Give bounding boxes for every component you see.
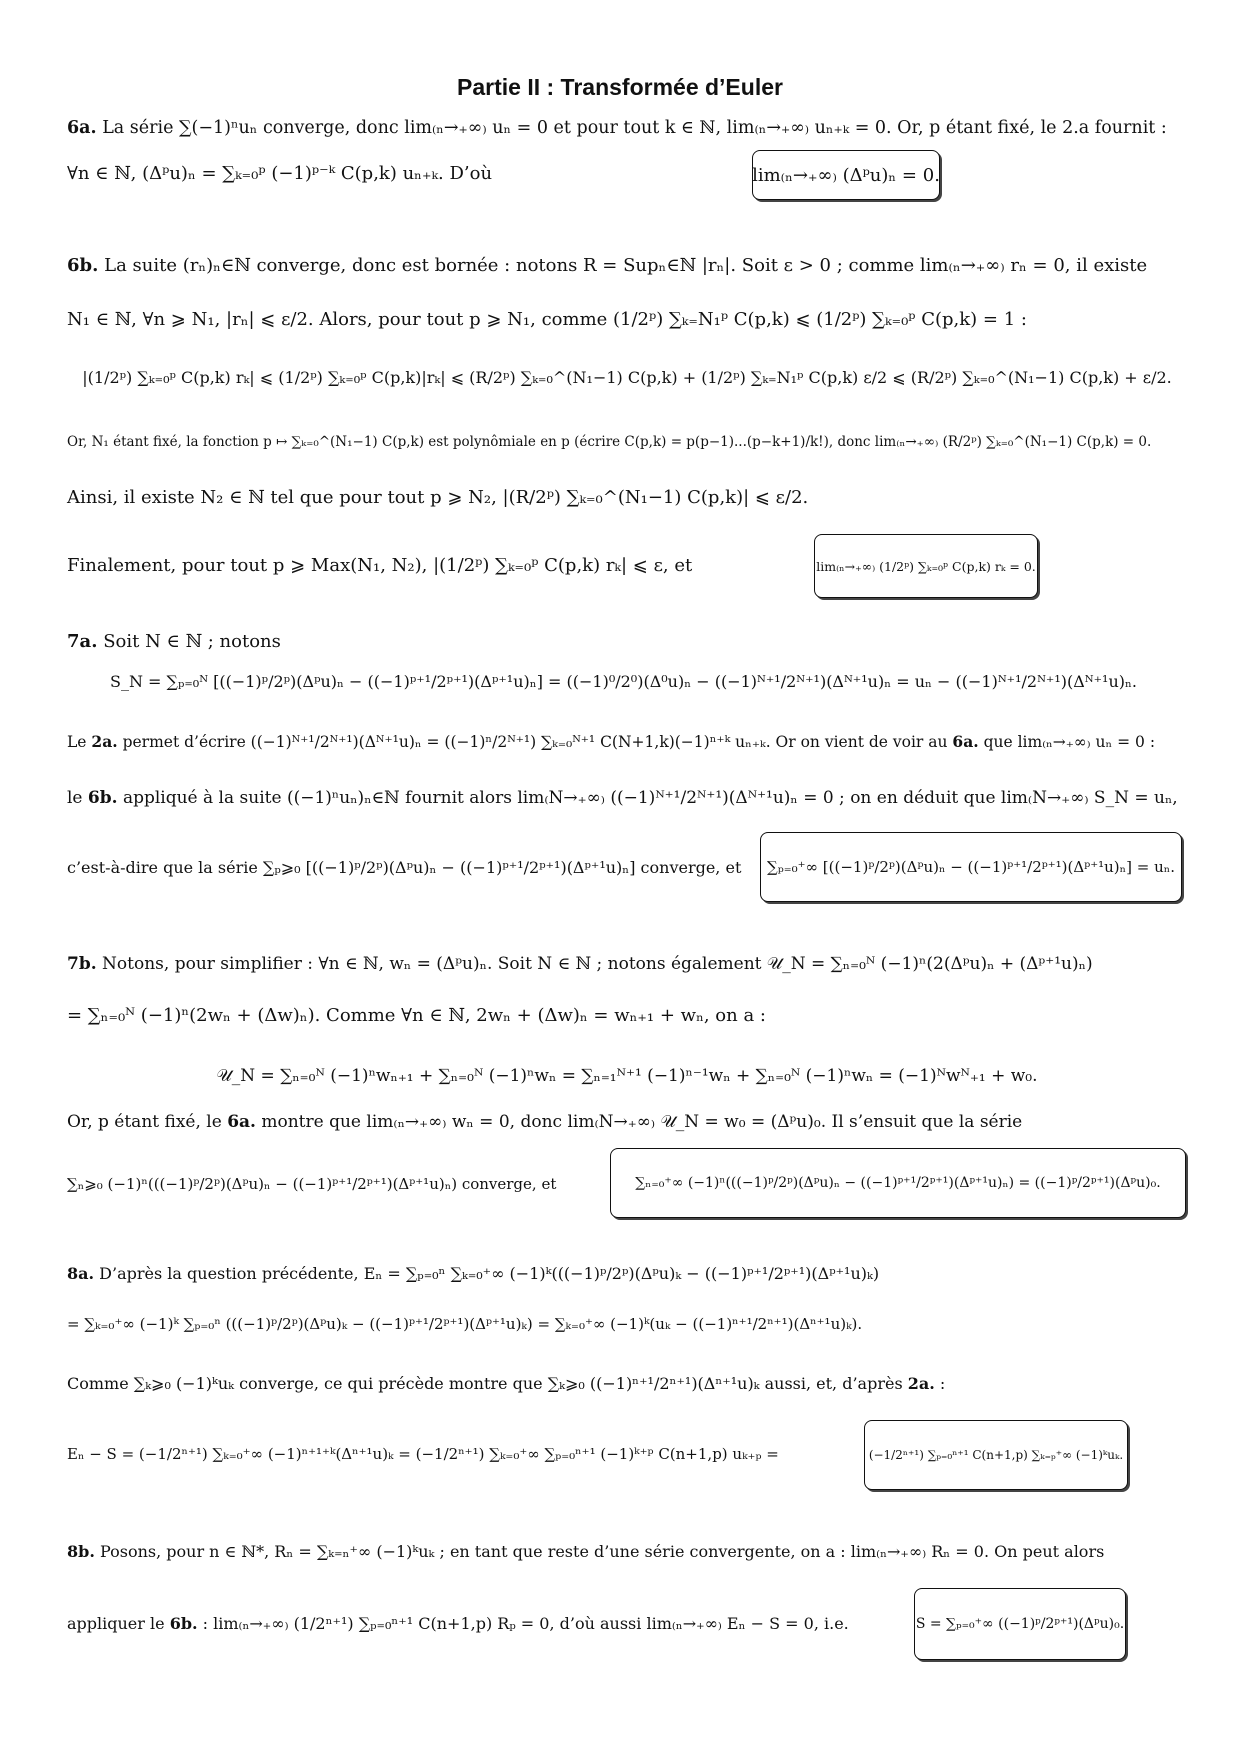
text-7a-3a: Le (67, 733, 92, 751)
para-6b-line-1 (67, 254, 1187, 278)
ref-2a: 2a. (91, 732, 118, 751)
result-7b: ∑ₙ₌₀⁺∞ (−1)ⁿ(((−1)ᵖ/2ᵖ)(Δᵖu)ₙ − ((−1)ᵖ⁺¹/2ᵖ⁺¹)(Δᵖ⁺¹u)ₙ) = ((−1)ᵖ/2ᵖ⁺¹)(Δᵖu)₀. (635, 1175, 1161, 1191)
text-7b-2: = ∑ₙ₌₀ᴺ (−1)ⁿ(2wₙ + (Δw)ₙ). Comme ∀n ∈ ℕ, 2wₙ + (Δw)ₙ = wₙ₊₁ + wₙ, on a : (67, 1005, 766, 1026)
ref-2a-2: 2a. (907, 1374, 935, 1393)
text-7a-3c: que lim₍ₙ→₊∞₎ uₙ = 0 : (978, 733, 1156, 751)
para-7b-line-3 (67, 1064, 1187, 1088)
ref-6b: 6b. (87, 788, 118, 808)
result-box-8b (914, 1588, 1126, 1660)
para-6b-line-4 (67, 430, 1187, 454)
para-6a-line-1 (67, 116, 1187, 140)
text-8b-2a: appliquer le (67, 1614, 170, 1633)
text-7a-1: Soit N ∈ ℕ ; notons (103, 631, 281, 652)
para-6b-line-3 (67, 366, 1187, 390)
para-6a-line-2 (67, 162, 1187, 186)
result-8a: (−1/2ⁿ⁺¹) ∑ₚ₌₀ⁿ⁺¹ C(n+1,p) ∑ₖ₌ₚ⁺∞ (−1)ᵏuₖ. (868, 1448, 1124, 1462)
para-8b-line-1 (67, 1540, 1187, 1564)
question-label-8a: 8a. (67, 1264, 95, 1283)
text-6b-3: |(1/2ᵖ) ∑ₖ₌₀ᵖ C(p,k) rₖ| ⩽ (1/2ᵖ) ∑ₖ₌₀ᵖ C(p,k)|rₖ| ⩽ (R/2ᵖ) ∑ₖ₌₀^(N₁−1) C(p,k) + (1/2ᵖ) ∑ₖ₌N₁ᵖ C(p,k) ε/2 ⩽ (R/2ᵖ) ∑ₖ₌₀^(N₁−1) C(p,k) + ε/2. (82, 368, 1172, 387)
text-7b-4a: Or, p étant fixé, le (67, 1112, 228, 1132)
text-6a-1: La série ∑(−1)ⁿuₙ converge, donc lim₍ₙ→₊∞₎ uₙ = 0 et pour tout k ∈ ℕ, lim₍ₙ→₊∞₎ uₙ₊ₖ = 0. Or, p étant fixé, le 2.a fournit : (102, 118, 1167, 138)
result-box-6a (752, 150, 940, 200)
text-7a-4a: le (67, 788, 88, 808)
result-box-8a (864, 1420, 1128, 1490)
para-7b-line-4 (67, 1110, 1187, 1134)
text-8a-3b: : (934, 1374, 946, 1393)
text-8a-3a: Comme ∑ₖ⩾₀ (−1)ᵏuₖ converge, ce qui précède montre que ∑ₖ⩾₀ ((−1)ⁿ⁺¹/2ⁿ⁺¹)(Δⁿ⁺¹u)ₖ aussi, et, d’après (67, 1374, 908, 1393)
result-7a: ∑ₚ₌₀⁺∞ [((−1)ᵖ/2ᵖ)(Δᵖu)ₙ − ((−1)ᵖ⁺¹/2ᵖ⁺¹)(Δᵖ⁺¹u)ₙ] = uₙ. (766, 858, 1176, 876)
text-7b-1: Notons, pour simplifier : ∀n ∈ ℕ, wₙ = (Δᵖu)ₙ. Soit N ∈ ℕ ; notons également 𝒰_N = ∑ₙ₌₀ᴺ (−1)ⁿ(2(Δᵖu)ₙ + (Δᵖ⁺¹u)ₙ) (102, 954, 1093, 974)
text-6b-4: Or, N₁ étant fixé, la fonction p ↦ ∑ₖ₌₀^(N₁−1) C(p,k) est polynômiale en p (écrire C(p,k) = p(p−1)...(p−k+1)/k!), donc lim₍ₙ→₊∞₎ (R/2ᵖ) ∑ₖ₌₀^(N₁−1) C(p,k) = 0. (67, 434, 1152, 450)
text-7a-5: c’est-à-dire que la série ∑ₚ⩾₀ [((−1)ᵖ/2ᵖ)(Δᵖu)ₙ − ((−1)ᵖ⁺¹/2ᵖ⁺¹)(Δᵖ⁺¹u)ₙ] converge, et (67, 858, 742, 877)
ref-6a-2: 6a. (227, 1112, 256, 1132)
ref-6b-2: 6b. (169, 1614, 198, 1633)
para-7a-line-2 (110, 670, 1190, 694)
para-8a-line-2 (67, 1312, 1187, 1336)
text-7a-2: S_N = ∑ₚ₌₀ᴺ [((−1)ᵖ/2ᵖ)(Δᵖu)ₙ − ((−1)ᵖ⁺¹/2ᵖ⁺¹)(Δᵖ⁺¹u)ₙ] = ((−1)⁰/2⁰)(Δ⁰u)ₙ − ((−1)ᴺ⁺¹/2ᴺ⁺¹)(Δᴺ⁺¹u)ₙ = uₙ − ((−1)ᴺ⁺¹/2ᴺ⁺¹)(Δᴺ⁺¹u)ₙ. (110, 672, 1137, 691)
para-6b-line-2 (67, 308, 1187, 332)
para-7a-line-4 (67, 786, 1187, 810)
para-8a-line-3 (67, 1372, 1187, 1396)
result-box-6b (814, 534, 1038, 598)
text-8b-1: Posons, pour n ∈ ℕ*, Rₙ = ∑ₖ₌ₙ⁺∞ (−1)ᵏuₖ ; en tant que reste d’une série convergente, on a : lim₍ₙ→₊∞₎ Rₙ = 0. On peut alors (99, 1542, 1105, 1561)
text-6b-5: Ainsi, il existe N₂ ∈ ℕ tel que pour tout p ⩾ N₂, |(R/2ᵖ) ∑ₖ₌₀^(N₁−1) C(p,k)| ⩽ ε/2. (67, 487, 809, 508)
para-7b-line-1 (67, 952, 1187, 976)
para-7a-line-1 (67, 630, 1187, 654)
question-label-6b: 6b. (67, 255, 99, 276)
text-6b-2: N₁ ∈ ℕ, ∀n ⩾ N₁, |rₙ| ⩽ ε/2. Alors, pour tout p ⩾ N₁, comme (1/2ᵖ) ∑ₖ₌N₁ᵖ C(p,k) ⩽ (1/2ᵖ) ∑ₖ₌₀ᵖ C(p,k) = 1 : (67, 309, 1027, 330)
text-6b-6: Finalement, pour tout p ⩾ Max(N₁, N₂), |(1/2ᵖ) ∑ₖ₌₀ᵖ C(p,k) rₖ| ⩽ ε, et (67, 555, 693, 576)
ref-6a: 6a. (952, 732, 979, 751)
question-label-7b: 7b. (67, 954, 97, 974)
result-box-7b (610, 1148, 1186, 1218)
para-7b-line-2 (67, 1004, 1187, 1028)
text-7b-3: 𝒰_N = ∑ₙ₌₀ᴺ (−1)ⁿwₙ₊₁ + ∑ₙ₌₀ᴺ (−1)ⁿwₙ = ∑ₙ₌₁ᴺ⁺¹ (−1)ⁿ⁻¹wₙ + ∑ₙ₌₀ᴺ (−1)ⁿwₙ = (−1)ᴺwᴺ₊₁ + w₀. (216, 1066, 1038, 1086)
question-label-6a: 6a. (67, 118, 97, 138)
result-6b: lim₍ₙ→₊∞₎ (1/2ᵖ) ∑ₖ₌₀ᵖ C(p,k) rₖ = 0. (816, 558, 1036, 574)
text-8b-2b: : lim₍ₙ→₊∞₎ (1/2ⁿ⁺¹) ∑ₚ₌₀ⁿ⁺¹ C(n+1,p) Rₚ = 0, d’où aussi lim₍ₙ→₊∞₎ Eₙ − S = 0, i.e. (197, 1614, 849, 1633)
text-8a-2: = ∑ₖ₌₀⁺∞ (−1)ᵏ ∑ₚ₌₀ⁿ (((−1)ᵖ/2ᵖ)(Δᵖu)ₖ − ((−1)ᵖ⁺¹/2ᵖ⁺¹)(Δᵖ⁺¹u)ₖ) = ∑ₖ₌₀⁺∞ (−1)ᵏ(uₖ − ((−1)ⁿ⁺¹/2ⁿ⁺¹)(Δⁿ⁺¹u)ₖ). (67, 1315, 863, 1333)
result-6a: lim₍ₙ→₊∞₎ (Δᵖu)ₙ = 0. (752, 164, 940, 186)
para-6b-line-5 (67, 486, 1187, 510)
text-6a-2: ∀n ∈ ℕ, (Δᵖu)ₙ = ∑ₖ₌₀ᵖ (−1)ᵖ⁻ᵏ C(p,k) uₙ₊ₖ. D’où (67, 163, 493, 184)
text-8a-1: D’après la question précédente, Eₙ = ∑ₚ₌₀ⁿ ∑ₖ₌₀⁺∞ (−1)ᵏ(((−1)ᵖ/2ᵖ)(Δᵖu)ₖ − ((−1)ᵖ⁺¹/2ᵖ⁺¹)(Δᵖ⁺¹u)ₖ) (99, 1264, 880, 1283)
text-7a-4b: appliqué à la suite ((−1)ⁿuₙ)ₙ∈ℕ fournit alors lim₍N→₊∞₎ ((−1)ᴺ⁺¹/2ᴺ⁺¹)(Δᴺ⁺¹u)ₙ = 0 ; on en déduit que lim₍N→₊∞₎ S_N = uₙ, (117, 788, 1178, 808)
para-7a-line-3 (67, 730, 1187, 754)
text-7b-5: ∑ₙ⩾₀ (−1)ⁿ(((−1)ᵖ/2ᵖ)(Δᵖu)ₙ − ((−1)ᵖ⁺¹/2ᵖ⁺¹)(Δᵖ⁺¹u)ₙ) converge, et (67, 1175, 557, 1193)
para-8a-line-1 (67, 1262, 1187, 1286)
text-7b-4b: montre que lim₍ₙ→₊∞₎ wₙ = 0, donc lim₍N→₊∞₎ 𝒰_N = w₀ = (Δᵖu)₀. Il s’ensuit que la série (255, 1112, 1023, 1132)
question-label-7a: 7a. (67, 631, 98, 652)
text-8a-4: Eₙ − S = (−1/2ⁿ⁺¹) ∑ₖ₌₀⁺∞ (−1)ⁿ⁺¹⁺ᵏ(Δⁿ⁺¹u)ₖ = (−1/2ⁿ⁺¹) ∑ₖ₌₀⁺∞ ∑ₚ₌₀ⁿ⁺¹ (−1)ᵏ⁺ᵖ C(n+1,p) uₖ₊ₚ = (67, 1445, 779, 1463)
question-label-8b: 8b. (67, 1542, 95, 1561)
text-6b-1: La suite (rₙ)ₙ∈ℕ converge, donc est bornée : notons R = Supₙ∈ℕ |rₙ|. Soit ε > 0 ; comme lim₍ₙ→₊∞₎ rₙ = 0, il existe (104, 255, 1148, 276)
result-8b: S = ∑ₚ₌₀⁺∞ ((−1)ᵖ/2ᵖ⁺¹)(Δᵖu)₀. (915, 1616, 1125, 1632)
page-title: Partie II : Transformée d’Euler (457, 74, 783, 100)
text-7a-3b: permet d’écrire ((−1)ᴺ⁺¹/2ᴺ⁺¹)(Δᴺ⁺¹u)ₙ = ((−1)ⁿ/2ᴺ⁺¹) ∑ₖ₌₀ᴺ⁺¹ C(N+1,k)(−1)ⁿ⁺ᵏ uₙ₊ₖ. Or on vient de voir au (117, 733, 953, 751)
result-box-7a (760, 832, 1182, 902)
